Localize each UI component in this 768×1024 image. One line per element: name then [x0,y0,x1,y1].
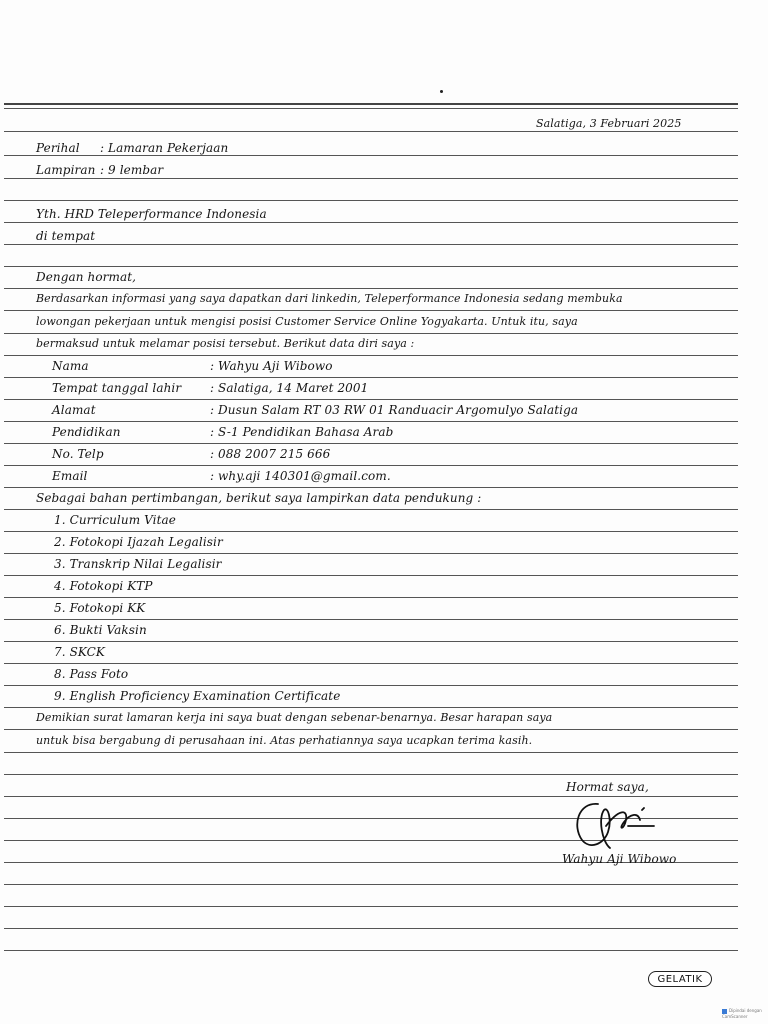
attachment-item: 5. Fotokopi KK [54,601,146,615]
ruled-line [4,906,738,907]
ruled-line [4,103,738,105]
detail-value: : Wahyu Aji Wibowo [210,359,333,373]
ruled-line [4,752,738,753]
ruled-line [4,950,738,951]
recipient-line: Yth. HRD Teleperformance Indonesia [36,207,267,221]
place-date: Salatiga, 3 Februari 2025 [536,117,682,130]
ruled-line [4,377,738,378]
intro-line: Berdasarkan informasi yang saya dapatkan dari linkedin, Teleperformance Indonesia sedang membuka [36,292,623,305]
ruled-line [4,310,738,311]
ruled-line [4,266,738,267]
ruled-line [4,597,738,598]
detail-label: Pendidikan [52,425,121,439]
signature-icon [568,796,664,856]
detail-label: Tempat tanggal lahir [52,381,182,395]
attachment-label: Lampiran [36,163,96,177]
ruled-line [4,288,738,289]
detail-value: : 088 2007 215 666 [210,447,331,461]
ruled-line [4,685,738,686]
attachment-item: 7. SKCK [54,645,105,659]
attachment-item: 9. English Proficiency Examination Certificate [54,689,341,703]
ruled-line [4,729,738,730]
gelatik-stamp: GELATIK [648,971,712,987]
ruled-line [4,774,738,775]
intro-line: lowongan pekerjaan untuk mengisi posisi Customer Service Online Yogyakarta. Untuk itu, saya [36,315,578,328]
signature-name: Wahyu Aji Wibowo [562,852,677,866]
attachment-item: 8. Pass Foto [54,667,129,681]
ruled-line [4,443,738,444]
attachment-value: : 9 lembar [100,163,164,177]
ruled-line [4,707,738,708]
ruled-line [4,399,738,400]
sign-off: Hormat saya, [566,780,649,794]
closing-line: Demikian surat lamaran kerja ini saya buat dengan sebenar-benarnya. Besar harapan saya [36,711,553,724]
ruled-line [4,200,738,201]
closing-line: untuk bisa bergabung di perusahaan ini. Atas perhatiannya saya ucapkan terima kasih. [36,734,533,747]
subject-label: Perihal [36,141,80,155]
ruled-line [4,421,738,422]
ruled-line [4,641,738,642]
ruled-line [4,928,738,929]
ruled-line [4,108,738,109]
attachment-item: 2. Fotokopi Ijazah Legalisir [54,535,223,549]
subject-value: : Lamaran Pekerjaan [100,141,229,155]
detail-label: Alamat [52,403,96,417]
ruled-line [4,178,738,179]
scanner-text: Dipindai dengan CamScanner [722,1008,762,1019]
detail-value: : Dusun Salam RT 03 RW 01 Randuacir Argomulyo Salatiga [210,403,579,417]
detail-label: Nama [52,359,89,373]
attachment-item: 6. Bukti Vaksin [54,623,147,637]
detail-label: No. Telp [52,447,104,461]
intro-line: bermaksud untuk melamar posisi tersebut. Berikut data diri saya : [36,337,415,350]
ruled-line [4,531,738,532]
attachments-intro: Sebagai bahan pertimbangan, berikut saya lampirkan data pendukung : [36,491,482,505]
ruled-line [4,884,738,885]
ruled-line [4,487,738,488]
detail-value: : Salatiga, 14 Maret 2001 [210,381,369,395]
ink-dot [440,90,443,93]
detail-label: Email [52,469,88,483]
ruled-line [4,222,738,223]
ruled-line [4,509,738,510]
attachment-item: 4. Fotokopi KTP [54,579,153,593]
scanner-watermark [722,1008,762,1022]
ruled-line [4,465,738,466]
detail-value: : S-1 Pendidikan Bahasa Arab [210,425,394,439]
ruled-line [4,575,738,576]
ruled-line [4,155,738,156]
recipient-place: di tempat [36,229,96,243]
ruled-line [4,244,738,245]
ruled-line [4,333,738,334]
ruled-line [4,355,738,356]
attachment-item: 3. Transkrip Nilai Legalisir [54,557,222,571]
ruled-line [4,553,738,554]
ruled-line [4,619,738,620]
greeting: Dengan hormat, [36,270,137,284]
attachment-item: 1. Curriculum Vitae [54,513,176,527]
ruled-line [4,131,738,132]
detail-value: : why.aji 140301@gmail.com. [210,469,391,483]
ruled-line [4,663,738,664]
